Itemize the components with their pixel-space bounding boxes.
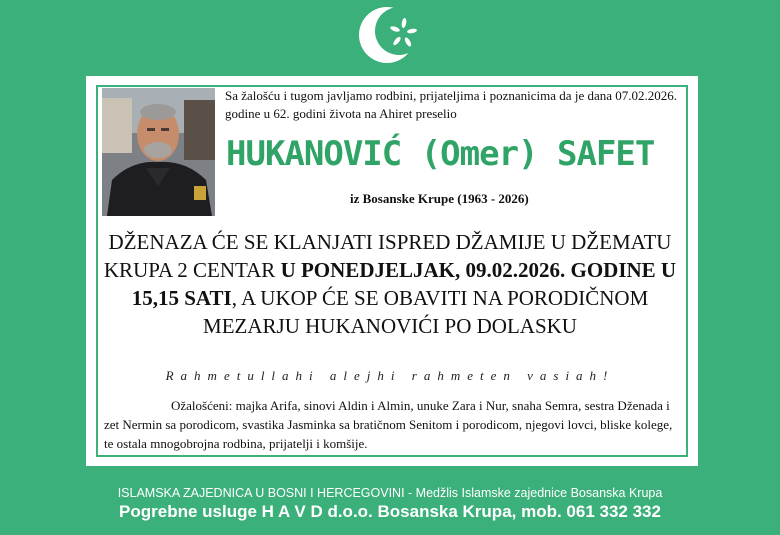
funeral-text-2: , A UKOP ĆE SE OBAVITI NA PORODIČNOM MEZARJU HUKANOVIĆI PO DOLASKU bbox=[203, 286, 649, 338]
funeral-date-time: U PONEDJELJAK, 09.02.2026. GODINE U 15,15 SATI bbox=[131, 258, 677, 310]
origin-years: iz Bosanske Krupe (1963 - 2026) bbox=[350, 191, 529, 206]
funeral-announcement bbox=[100, 228, 680, 340]
prayer-line: Rahmetullahi alejhi rahmeten vasiah! bbox=[165, 368, 615, 383]
mourners-list: Ožalošćeni: majka Arifa, sinovi Aldin i Almin, unuke Zara i Nur, snaha Semra, sestra Dženada i zet Nermin sa porodicom, svastika Jasminka sa bratičnom Senitom i porodicom, njegovi lovci, bliske kolege, te ostala mnogobrojna rodbina, prijatelji i komšije. bbox=[104, 398, 673, 451]
crescent-star-icon bbox=[357, 4, 427, 66]
footer-funeral-service: Pogrebne usluge H A V D d.o.o. Bosanska Krupa, mob. 061 332 332 bbox=[119, 502, 661, 521]
footer-organization: ISLAMSKA ZAJEDNICA U BOSNI I HERCEGOVINI - Medžlis Islamske zajednice Bosanska Krupa bbox=[117, 486, 663, 500]
deceased-name: HUKANOVIĆ (Omer) SAFET bbox=[226, 134, 655, 174]
intro-text: Sa žalošću i tugom javljamo rodbini, prijateljima i poznanicima da je dana 07.02.2026. godine u 62. godini života na Ahiret preselio bbox=[225, 88, 677, 121]
funeral-text-1: DŽENAZA ĆE SE KLANJATI ISPRED DŽAMIJE U DŽEMATU KRUPA 2 CENTAR bbox=[103, 230, 672, 282]
deceased-photo bbox=[102, 88, 215, 216]
